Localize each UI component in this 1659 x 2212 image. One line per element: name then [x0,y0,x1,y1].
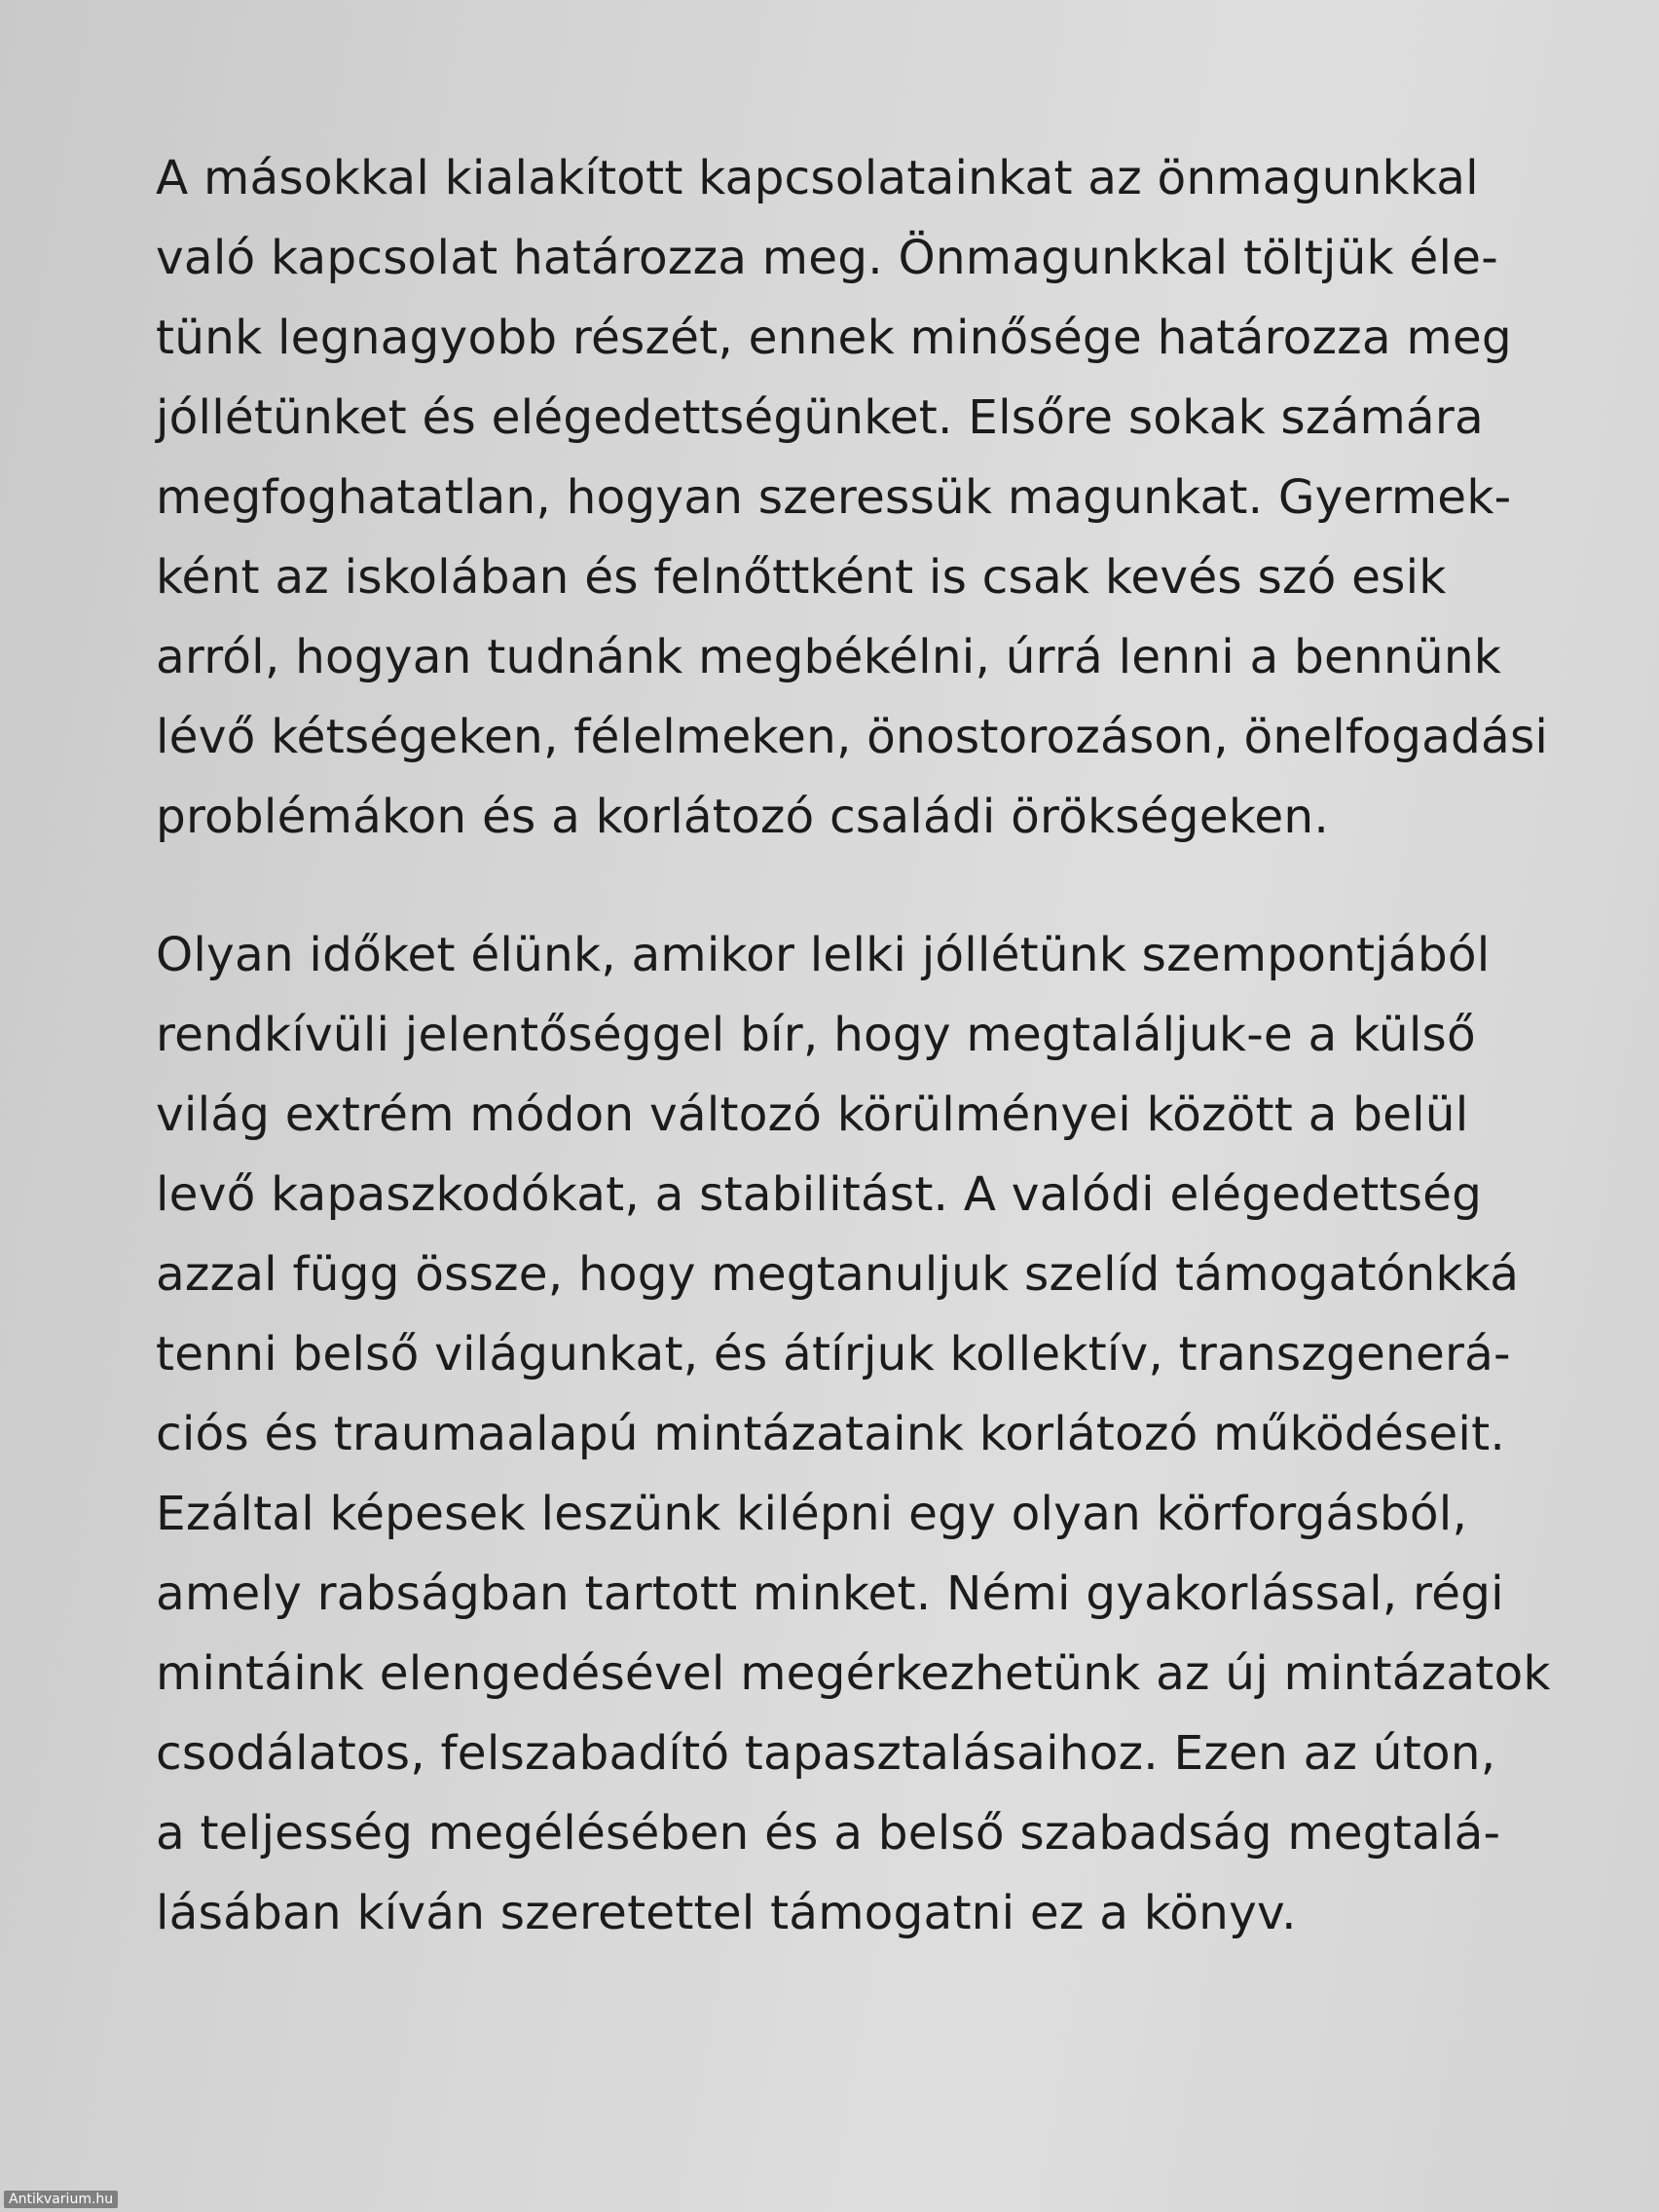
paragraph-1 [156,138,1558,857]
text-line: világ extrém módon változó körülményei között a belül [156,1088,1469,1142]
text-line: mintáink elengedésével megérkezhetünk az új mintázatok [156,1646,1551,1701]
text-line: tünk legnagyobb részét, ennek minősége határozza meg [156,311,1512,365]
text-line: arról, hogyan tudnánk megbékélni, úrrá lenni a bennünk [156,630,1502,684]
text-line: rendkívüli jelentőséggel bír, hogy megtaláljuk-e a külső [156,1008,1476,1062]
text-line: lásában kíván szeretettel támogatni ez a könyv. [156,1886,1297,1940]
text-line: ként az iskolában és felnőttként is csak kevés szó esik [156,550,1447,605]
text-line: azzal függ össze, hogy megtanuljuk szelíd támogatónkká [156,1247,1520,1302]
text-line: lévő kétségeken, félelmeken, önostorozáson, önelfogadási [156,710,1549,764]
text-line: a teljesség megélésében és a belső szabadság megtalá- [156,1806,1501,1861]
text-line: levő kapaszkodókat, a stabilitást. A valódi elégedettség [156,1167,1483,1222]
text-line: ciós és traumaalapú mintázataink korlátozó működéseit. [156,1407,1505,1461]
text-line: problémákon és a korlátozó családi örökségeken. [156,790,1329,844]
text-line: tenni belső világunkat, és átírjuk kollektív, transzgenerá- [156,1327,1511,1382]
text-line: való kapcsolat határozza meg. Önmagunkkal töltjük éle- [156,231,1498,285]
text-line: Ezáltal képesek leszünk kilépni egy olyan körforgásból, [156,1487,1468,1541]
text-line: amely rabságban tartott minket. Némi gyakorlással, régi [156,1567,1504,1621]
text-line: megfoghatatlan, hogyan szeressük magunkat. Gyermek- [156,470,1512,525]
text-line: Olyan időket élünk, amikor lelki jóllétünk szempontjából [156,928,1491,982]
watermark: Antikvarium.hu [4,2191,118,2208]
text-line: jóllétünket és elégedettségünket. Elsőre sokak számára [156,390,1484,445]
paragraph-2 [156,915,1558,1953]
text-line: A másokkal kialakított kapcsolatainkat az önmagunkkal [156,151,1479,205]
text-line: csodálatos, felszabadító tapasztalásaihoz. Ezen az úton, [156,1726,1496,1781]
